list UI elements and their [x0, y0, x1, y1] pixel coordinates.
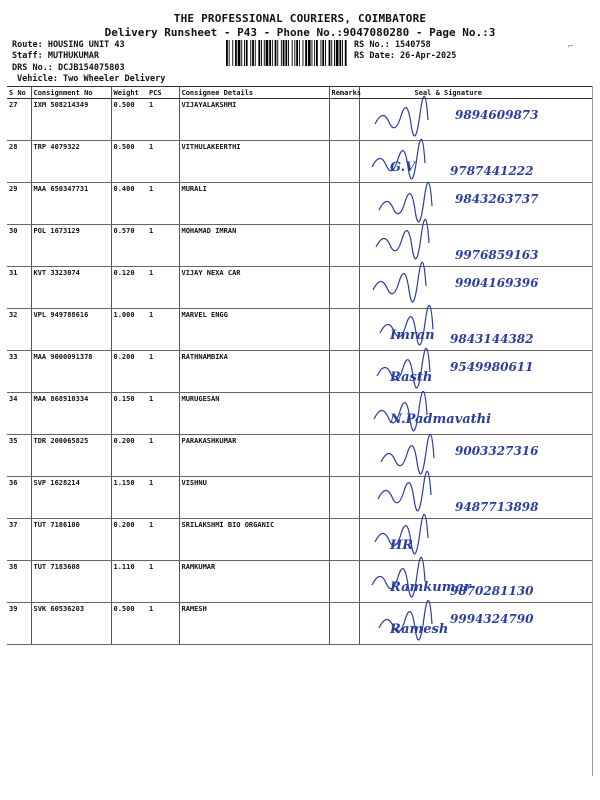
pcs-cell: 1	[147, 477, 179, 519]
consignee-name-cell: SRILAKSHMI BIO ORGANIC	[179, 519, 329, 561]
pcs-cell: 1	[147, 435, 179, 477]
barcode-bar	[334, 40, 335, 66]
sno-cell: 27	[7, 99, 31, 141]
barcode-bar	[255, 40, 256, 66]
consignee-name-cell: RAMESH	[179, 603, 329, 645]
column-header-weight: Weight	[111, 87, 147, 99]
consignee-name-cell: MURALI	[179, 183, 329, 225]
staff-label: Staff: MUTHUKUMAR	[12, 51, 99, 61]
barcode-bar	[250, 40, 251, 66]
barcode-bar	[272, 40, 273, 66]
signature-phone-text: 9549980611	[449, 360, 533, 374]
weight-cell: 1.110	[111, 561, 147, 603]
column-header-remarks: Remarks	[329, 87, 359, 99]
sno-cell: 39	[7, 603, 31, 645]
remarks-cell	[329, 519, 359, 561]
signature-name-text: N.Padmavathi	[389, 412, 491, 427]
signature-phone-text: 9894609873	[454, 108, 538, 122]
sno-cell: 31	[7, 267, 31, 309]
pcs-cell: 1	[147, 393, 179, 435]
sno-cell: 38	[7, 561, 31, 603]
signature-name-text: Ramesh	[389, 622, 448, 637]
barcode-bar	[312, 40, 313, 66]
table-row	[7, 183, 592, 225]
document-subtitle: Delivery Runsheet - P43 - Phone No.:9047080280 - Page No.:3	[104, 26, 496, 39]
table-row	[7, 141, 592, 183]
rs-date: RS Date: 26-Apr-2025	[354, 51, 457, 61]
barcode-bar	[266, 40, 269, 66]
consignee-name-cell: RATHNAMBIKA	[179, 351, 329, 393]
consignment-number-cell: TDR 200065825	[31, 435, 111, 477]
sno-cell: 35	[7, 435, 31, 477]
consignment-number-cell: SVP 1628214	[31, 477, 111, 519]
barcode-bar	[322, 40, 324, 66]
weight-cell: 0.500	[111, 99, 147, 141]
barcode-bar	[308, 40, 311, 66]
barcode-bar	[342, 40, 343, 66]
consignee-name-cell: VIJAYALAKSHMI	[179, 99, 329, 141]
remarks-cell	[329, 351, 359, 393]
barcode-bar	[339, 40, 341, 66]
signature-cell	[359, 561, 592, 603]
remarks-cell	[329, 309, 359, 351]
barcode-bar	[305, 40, 307, 66]
pcs-cell: 1	[147, 267, 179, 309]
barcode-bar	[277, 40, 278, 66]
barcode-bar	[303, 40, 304, 66]
signature-cell	[359, 519, 592, 561]
sno-cell: 33	[7, 351, 31, 393]
pcs-cell: 1	[147, 519, 179, 561]
consignment-number-cell: POL 1673129	[31, 225, 111, 267]
barcode-bar	[331, 40, 332, 66]
table-row	[7, 309, 592, 351]
consignee-name-cell: MURUGESAN	[179, 393, 329, 435]
column-header-sno: S No	[7, 87, 31, 99]
sno-cell: 28	[7, 141, 31, 183]
signature-name-text: HR	[389, 538, 413, 553]
signature-cell	[359, 435, 592, 477]
route-label: Route: HOUSING UNIT 43	[12, 40, 125, 50]
signature-scribble	[376, 219, 429, 258]
barcode-bar	[321, 40, 322, 66]
weight-cell: 0.200	[111, 519, 147, 561]
signature-scribble	[379, 182, 432, 221]
consignment-number-cell: TRP 4079322	[31, 141, 111, 183]
consignee-name-cell: RAMKUMAR	[179, 561, 329, 603]
barcode-bar	[241, 40, 242, 66]
weight-cell: 0.400	[111, 183, 147, 225]
barcode-bar	[252, 40, 254, 66]
signature-phone-text: 9994324790	[449, 612, 533, 626]
table-row	[7, 267, 592, 309]
barcode-bar	[235, 40, 237, 66]
consignee-name-cell: VISHNU	[179, 477, 329, 519]
remarks-cell	[329, 561, 359, 603]
page-edge-line	[592, 86, 593, 776]
sno-cell: 36	[7, 477, 31, 519]
barcode-bar	[246, 40, 248, 66]
barcode-bar	[329, 40, 331, 66]
consignment-number-cell: TUT 7183608	[31, 561, 111, 603]
table-row	[7, 477, 592, 519]
consignment-number-cell: SVK 60536203	[31, 603, 111, 645]
signature-phone-text: 9843263737	[454, 192, 538, 206]
barcode-image	[226, 40, 348, 66]
barcode-bar	[314, 40, 315, 66]
barcode-bar	[281, 40, 282, 66]
barcode-bar	[336, 40, 339, 66]
barcode-bar	[226, 40, 228, 66]
consignee-name-cell: MARVEL ENGG	[179, 309, 329, 351]
remarks-cell	[329, 141, 359, 183]
barcode-bar	[288, 40, 289, 66]
consignee-name-cell: PARAKASHKUMAR	[179, 435, 329, 477]
signature-phone-text: 9976859163	[454, 248, 538, 262]
table-header	[7, 87, 592, 99]
signature-phone-text: 9003327316	[454, 444, 538, 458]
consignment-number-cell: VPL 949788616	[31, 309, 111, 351]
pcs-cell: 1	[147, 561, 179, 603]
remarks-cell	[329, 603, 359, 645]
column-header-consignment: Consignment No	[31, 87, 111, 99]
table-row	[7, 99, 592, 141]
weight-cell: 0.570	[111, 225, 147, 267]
runsheet-table	[7, 86, 592, 645]
vehicle-label: Vehicle: Two Wheeler Delivery	[17, 74, 166, 84]
barcode-bar	[269, 40, 271, 66]
pcs-cell: 1	[147, 99, 179, 141]
barcode-bar	[299, 40, 300, 66]
rs-number: RS No.: 1540758	[354, 40, 431, 50]
barcode-bar	[292, 40, 293, 66]
barcode-bar	[296, 40, 298, 66]
weight-cell: 1.150	[111, 477, 147, 519]
barcode-bar	[316, 40, 318, 66]
signature-cell	[359, 99, 592, 141]
sno-cell: 32	[7, 309, 31, 351]
column-header-signature: Seal & Signature	[359, 87, 592, 99]
consignee-name-cell: VIJAY NEXA CAR	[179, 267, 329, 309]
signature-name-text: Ramkumar	[389, 580, 471, 595]
table-row	[7, 225, 592, 267]
consignment-number-cell: MAA 868910334	[31, 393, 111, 435]
pcs-cell: 1	[147, 225, 179, 267]
remarks-cell	[329, 267, 359, 309]
weight-cell: 0.150	[111, 393, 147, 435]
weight-cell: 0.500	[111, 603, 147, 645]
barcode-bar	[325, 40, 326, 66]
signature-cell	[359, 267, 592, 309]
pcs-cell: 1	[147, 309, 179, 351]
drs-number: DRS No.: DCJB154075803	[12, 63, 125, 73]
table-row	[7, 561, 592, 603]
signature-name-text: Imran	[389, 328, 435, 343]
pcs-cell: 1	[147, 351, 179, 393]
weight-cell: 0.120	[111, 267, 147, 309]
barcode-bar	[283, 40, 285, 66]
weight-cell: 0.500	[111, 141, 147, 183]
signature-scribble	[375, 96, 428, 135]
sno-cell: 34	[7, 393, 31, 435]
barcode-bar	[238, 40, 241, 66]
barcode-bar	[264, 40, 265, 66]
barcode-bar	[232, 40, 233, 66]
consignment-number-cell: KVT 3323074	[31, 267, 111, 309]
remarks-cell	[329, 225, 359, 267]
barcode-bar	[294, 40, 295, 66]
signature-cell	[359, 141, 592, 183]
barcode-bar	[345, 40, 347, 66]
remarks-cell	[329, 477, 359, 519]
pcs-cell: 1	[147, 603, 179, 645]
consignment-number-cell: MAA 9000091378	[31, 351, 111, 393]
signature-cell	[359, 603, 592, 645]
column-header-consignee: Consignee Details	[179, 87, 329, 99]
signature-name-text: Rasth	[389, 370, 432, 385]
table-row	[7, 519, 592, 561]
sno-cell: 30	[7, 225, 31, 267]
barcode-bar	[258, 40, 260, 66]
sno-cell: 37	[7, 519, 31, 561]
barcode-bar	[261, 40, 262, 66]
document-title: THE PROFESSIONAL COURIERS, COIMBATORE	[173, 12, 427, 25]
table-row	[7, 603, 592, 645]
signature-cell	[359, 351, 592, 393]
signature-cell	[359, 309, 592, 351]
signature-scribble	[373, 262, 426, 301]
remarks-cell	[329, 183, 359, 225]
signature-cell	[359, 225, 592, 267]
table-row	[7, 435, 592, 477]
corner-mark-icon: ⌐	[568, 42, 574, 52]
signature-phone-text: 9843144382	[449, 332, 533, 346]
table-row	[7, 351, 592, 393]
signature-cell	[359, 477, 592, 519]
table-row	[7, 393, 592, 435]
pcs-cell: 1	[147, 141, 179, 183]
column-header-pcs: PCS	[147, 87, 179, 99]
barcode-bar	[285, 40, 287, 66]
signature-phone-text: 9904169396	[454, 276, 538, 290]
barcode-bar	[244, 40, 245, 66]
barcode-bar	[229, 40, 230, 66]
consignment-number-cell: TUT 7186100	[31, 519, 111, 561]
consignee-name-cell: VITHULAKEERTHI	[179, 141, 329, 183]
remarks-cell	[329, 435, 359, 477]
consignment-number-cell: MAA 650347731	[31, 183, 111, 225]
barcode-bar	[275, 40, 277, 66]
signature-phone-text: 9870281130	[449, 584, 533, 598]
consignment-number-cell: IXM 508214349	[31, 99, 111, 141]
consignee-name-cell: MOHAMAD IMRAN	[179, 225, 329, 267]
remarks-cell	[329, 99, 359, 141]
weight-cell: 0.200	[111, 351, 147, 393]
weight-cell: 0.200	[111, 435, 147, 477]
signature-name-text: G.V	[389, 160, 415, 175]
signature-scribble	[381, 434, 434, 473]
sno-cell: 29	[7, 183, 31, 225]
remarks-cell	[329, 393, 359, 435]
signature-cell	[359, 393, 592, 435]
pcs-cell: 1	[147, 183, 179, 225]
signature-cell	[359, 183, 592, 225]
signature-phone-text: 9487713898	[454, 500, 538, 514]
handwritten-signature	[360, 603, 600, 653]
signature-phone-text: 9787441222	[449, 164, 533, 178]
weight-cell: 1.000	[111, 309, 147, 351]
signature-scribble	[378, 471, 431, 510]
